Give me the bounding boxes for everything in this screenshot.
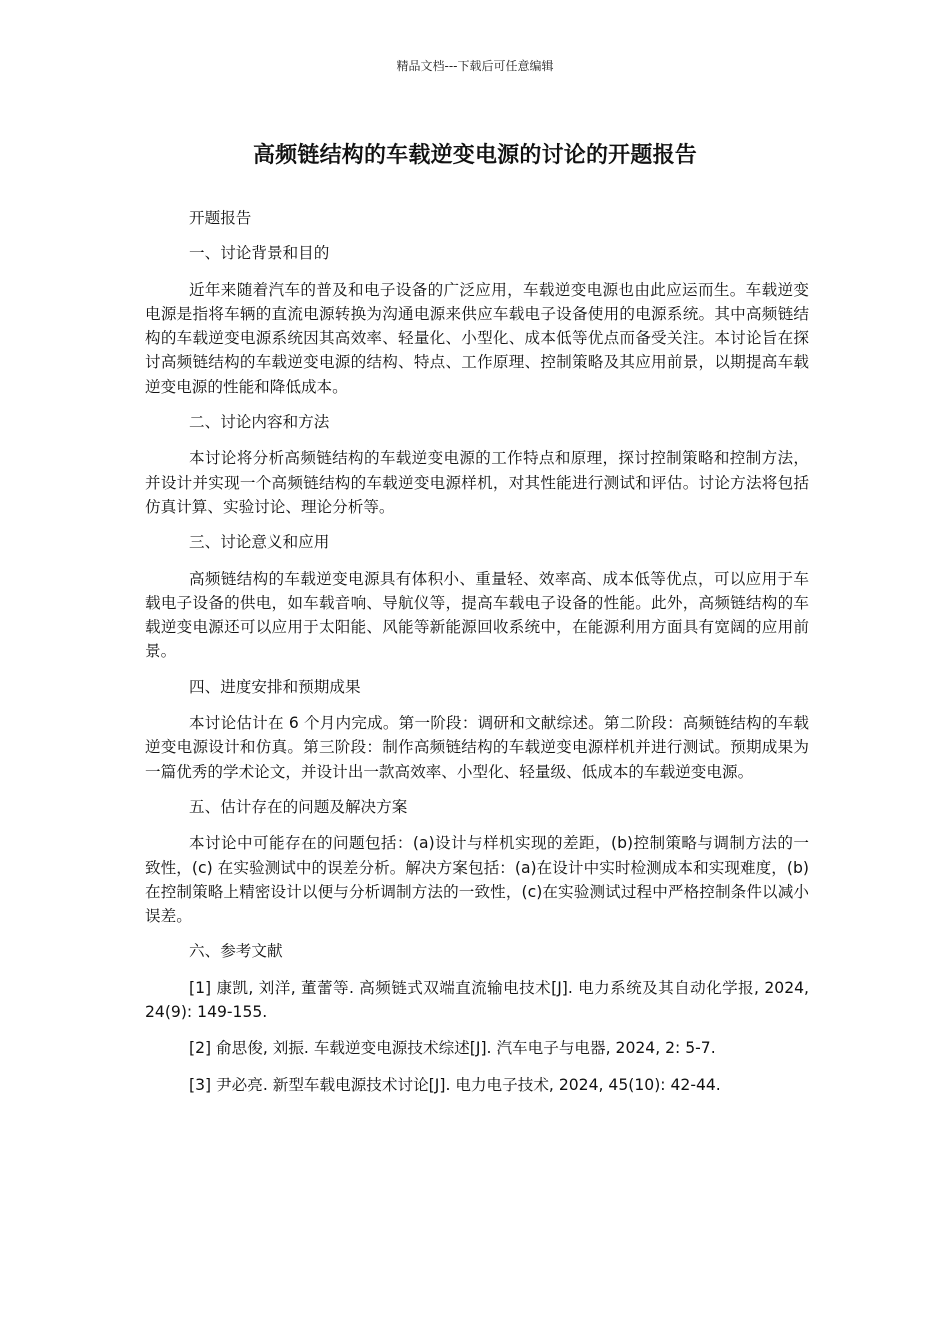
section-heading-background: 一、讨论背景和目的 bbox=[189, 244, 330, 263]
document-body bbox=[145, 206, 809, 1097]
page-header-note: 精品文档---下载后可任意编辑 bbox=[396, 59, 554, 73]
section-heading-references: 六、参考文献 bbox=[189, 942, 283, 961]
section-heading-schedule: 四、进度安排和预期成果 bbox=[189, 677, 361, 696]
section-heading-significance: 三、讨论意义和应用 bbox=[189, 533, 330, 552]
reference-item: [2] 俞思俊, 刘振. 车载逆变电源技术综述[J]. 汽车电子与电器, 2024, 2: 5-7. bbox=[189, 1039, 716, 1058]
section-body-significance: 高频链结构的车载逆变电源具有体积小、重量轻、效率高、成本低等优点，可以应用于车载电子设备的供电，如车载音响、导航仪等，提高车载电子设备的性能。此外，高频链结构的车载逆变电源还可以应用于太阳能、风能等新能源回收系统中，在能源利用方面具有宽阔的应用前景。 bbox=[145, 569, 809, 661]
section-heading-problems: 五、估计存在的问题及解决方案 bbox=[189, 797, 408, 816]
section-body-content-method: 本讨论将分析高频链结构的车载逆变电源的工作特点和原理，探讨控制策略和控制方法，并设计并实现一个高频链结构的车载逆变电源样机，对其性能进行测试和评估。讨论方法将包括仿真计算、实验讨论、理论分析等。 bbox=[145, 449, 809, 516]
section-body-background: 近年来随着汽车的普及和电子设备的广泛应用，车载逆变电源也由此应运而生。车载逆变电源是指将车辆的直流电源转换为沟通电源来供应车载电子设备使用的电源系统。其中高频链结构的车载逆变电源系统因其高效率、轻量化、小型化、成本低等优点而备受关注。本讨论旨在探讨高频链结构的车载逆变电源的结构、特点、工作原理、控制策略及其应用前景，以期提高车载逆变电源的性能和降低成本。 bbox=[145, 280, 809, 396]
section-body-problems: 本讨论中可能存在的问题包括：(a)设计与样机实现的差距，(b)控制策略与调制方法的一致性，(c) 在实验测试中的误差分析。解决方案包括：(a)在设计中实时检测成本和实现难度，(b)在控制策略上精密设计以便与分析调制方法的一致性，(c)在实验测试过程中严格控制条件以减小误差。 bbox=[145, 834, 809, 926]
document-title: 高频链结构的车载逆变电源的讨论的开题报告 bbox=[252, 143, 697, 168]
reference-item: [1] 康凯, 刘洋, 董蕾等. 高频链式双端直流输电技术[J]. 电力系统及其自动化学报, 2024, 24(9): 149-155. bbox=[145, 978, 809, 1022]
intro-label: 开题报告 bbox=[189, 209, 252, 227]
section-heading-content-method: 二、讨论内容和方法 bbox=[189, 413, 330, 432]
section-body-schedule: 本讨论估计在 6 个月内完成。第一阶段：调研和文献综述。第二阶段：高频链结构的车载逆变电源设计和仿真。第三阶段：制作高频链结构的车载逆变电源样机并进行测试。预期成果为一篇优秀的学术论文，并设计出一款高效率、小型化、轻量级、低成本的车载逆变电源。 bbox=[145, 714, 809, 781]
reference-item: [3] 尹必亮. 新型车载电源技术讨论[J]. 电力电子技术, 2024, 45(10): 42-44. bbox=[189, 1075, 721, 1094]
